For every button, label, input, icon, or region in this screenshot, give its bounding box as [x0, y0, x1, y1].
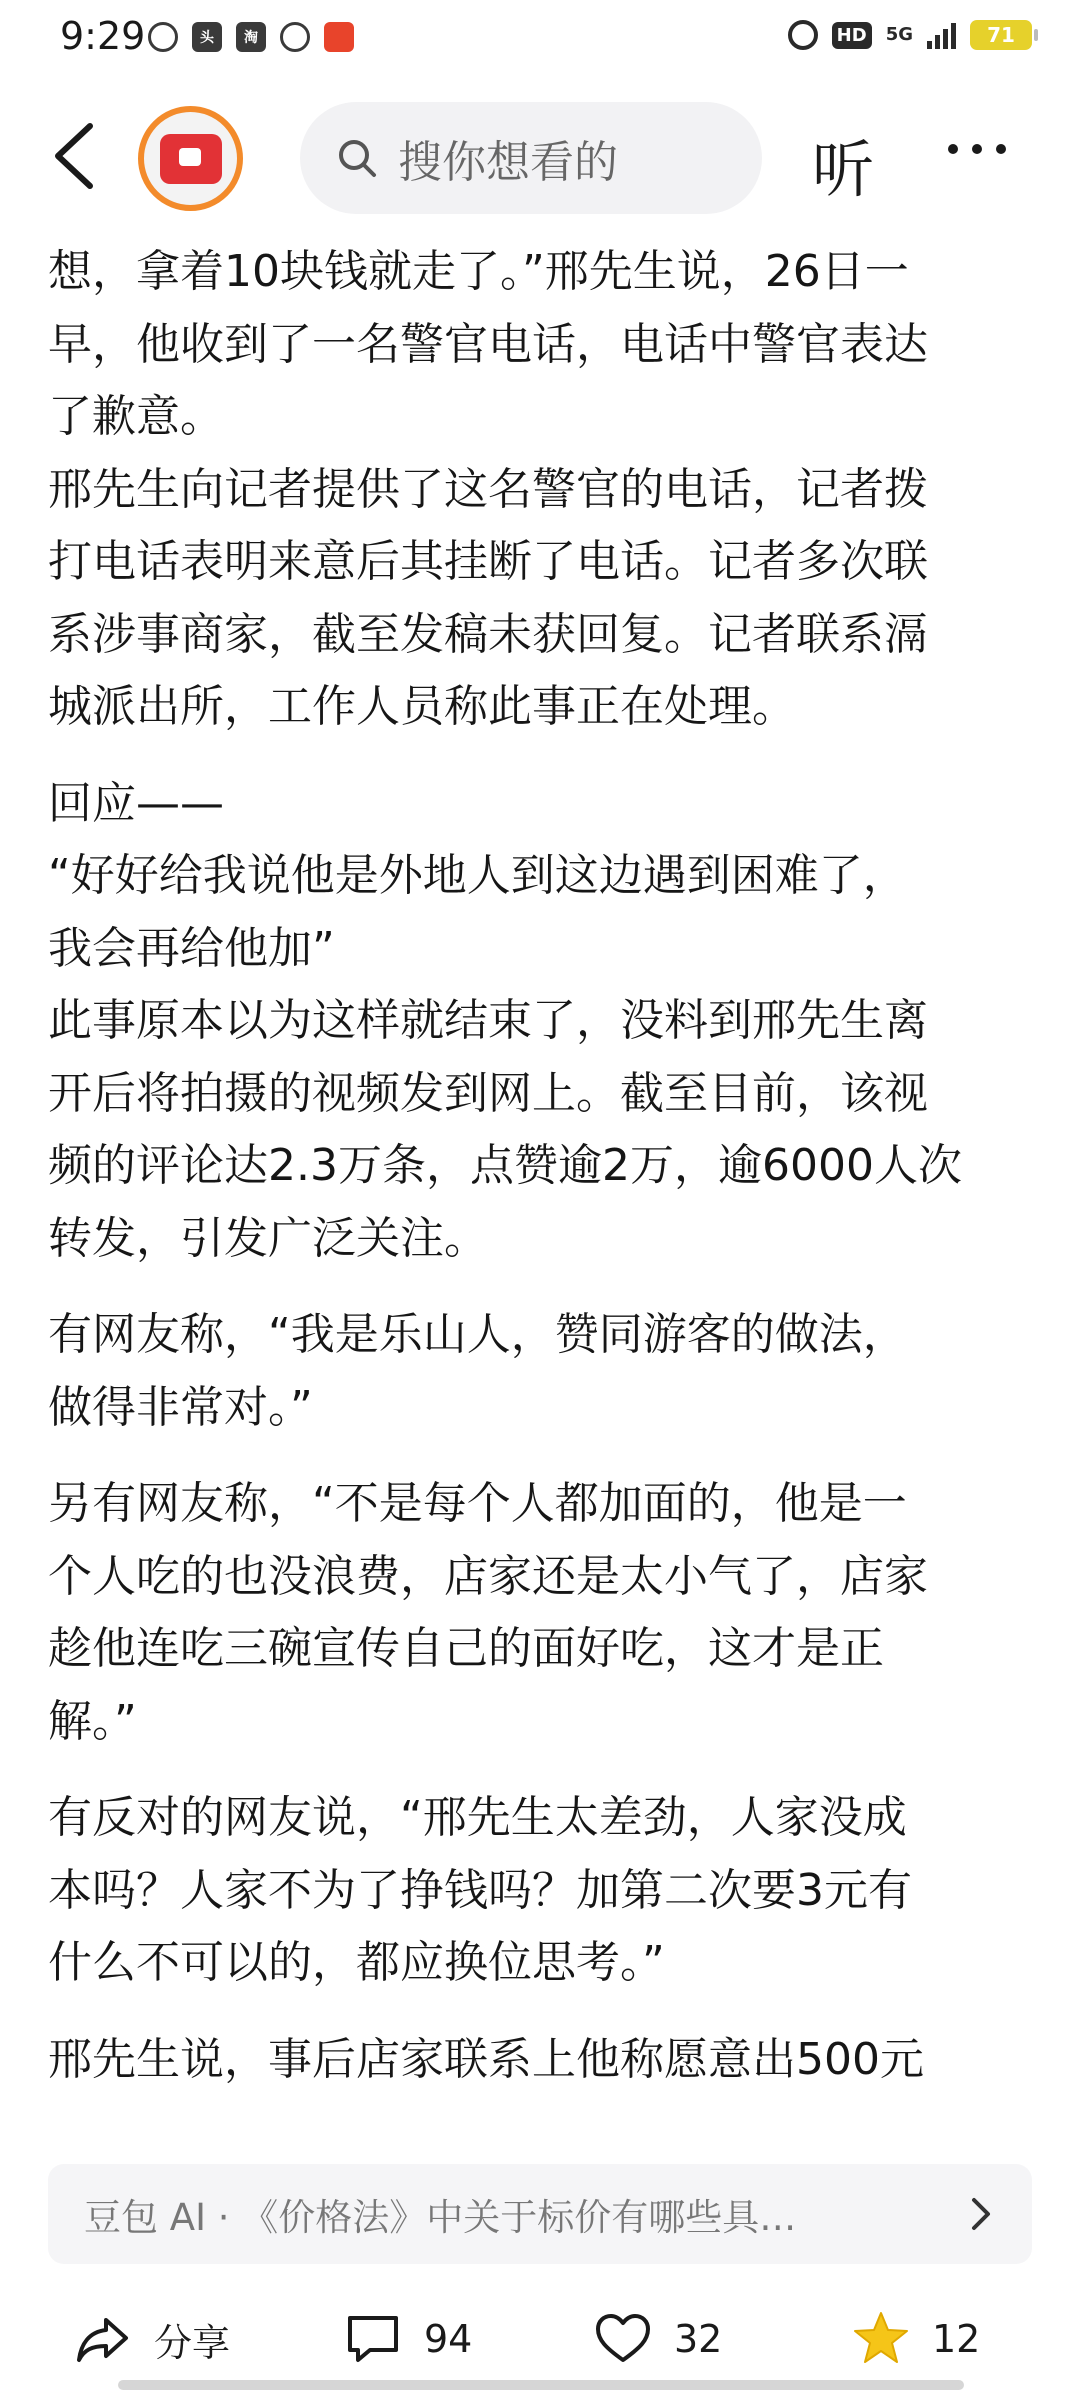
search-placeholder: 搜你想看的: [398, 137, 618, 188]
share-icon: [74, 2310, 132, 2368]
back-button[interactable]: [40, 116, 110, 196]
hd-icon: HD: [832, 22, 872, 49]
status-time: 9:29: [60, 14, 146, 58]
listen-button[interactable]: 听: [812, 133, 875, 206]
signal-icon: [927, 21, 956, 49]
favorite-button[interactable]: [852, 2310, 980, 2368]
like-button[interactable]: [594, 2310, 722, 2368]
red-envelope-icon: [160, 134, 222, 184]
article-paragraph: 邢先生说，事后店家联系上他称愿意出500元: [48, 2033, 924, 2085]
camera-app-icon: [280, 22, 310, 52]
favorite-count: 12: [932, 2317, 981, 2361]
article-body: [48, 236, 1040, 2120]
share-label: 分享: [154, 2320, 231, 2365]
system-icons: [788, 20, 1032, 50]
author-avatar[interactable]: [138, 106, 243, 211]
wechat-icon: [148, 22, 178, 52]
search-input[interactable]: [300, 102, 762, 214]
status-bar: [0, 0, 1080, 80]
taobao-icon: 淘: [236, 22, 266, 52]
notification-icons: [148, 22, 354, 52]
search-icon: [336, 137, 378, 179]
article-paragraph: 有网友称，“我是乐山人，赞同游客的做法， 做得非常对。”: [48, 1309, 907, 1433]
article-paragraph: 有反对的网友说，“邢先生太差劲，人家没成 本吗？人家不为了挣钱吗？加第二次要3元有 什么不可以的，都应换位思考。”: [48, 1792, 912, 1988]
ai-suggestion-bar[interactable]: [48, 2164, 1032, 2264]
comment-icon: [344, 2310, 402, 2368]
alarm-icon: [788, 20, 818, 50]
toutiao-icon: 头: [192, 22, 222, 52]
article-paragraph: 想，拿着10块钱就走了。”邢先生说，26日一 早，他收到了一名警官电话，电话中警官表达 了歉意。 邢先生向记者提供了这名警官的电话，记者拨 打电话表明来意后其挂断了电话。记者多次联 系涉事商家，截至发稿未获回复。记者联系滆 城派出所，工作人员称此事正在处理。: [48, 246, 928, 732]
back-arrow-icon: [40, 116, 110, 196]
red-app-icon: [324, 22, 354, 52]
top-nav: [0, 88, 1080, 233]
comment-count: 94: [424, 2317, 473, 2361]
heart-icon: [594, 2310, 652, 2368]
share-button[interactable]: [74, 2310, 230, 2368]
network-label: 5G: [885, 24, 913, 45]
ai-suggestion-text: 豆包 AI · 《价格法》中关于标价有哪些具…: [84, 2196, 797, 2239]
bottom-action-bar: [0, 2290, 1080, 2390]
more-options-icon[interactable]: [948, 144, 1006, 154]
star-icon: [852, 2310, 910, 2368]
article-section-heading: 回应——: [48, 777, 224, 829]
article-paragraph: “好好给我说他是外地人到这边遇到困难了， 我会再给他加” 此事原本以为这样就结束了，没料到邢先生离 开后将拍摄的视频发到网上。截至目前，该视 频的评论达2.3万条，点赞逾2万，逾6000人次 转发，引发广泛关注。: [48, 850, 962, 1264]
home-indicator[interactable]: [118, 2380, 964, 2390]
battery-icon: 71: [970, 20, 1032, 50]
article-paragraph: 另有网友称，“不是每个人都加面的，他是一 个人吃的也没浪费，店家还是太小气了，店家 趁他连吃三碗宣传自己的面好吃，这才是正 解。”: [48, 1478, 928, 1747]
comment-button[interactable]: [344, 2310, 472, 2368]
chevron-right-icon: [960, 2192, 1000, 2236]
like-count: 32: [674, 2317, 723, 2361]
